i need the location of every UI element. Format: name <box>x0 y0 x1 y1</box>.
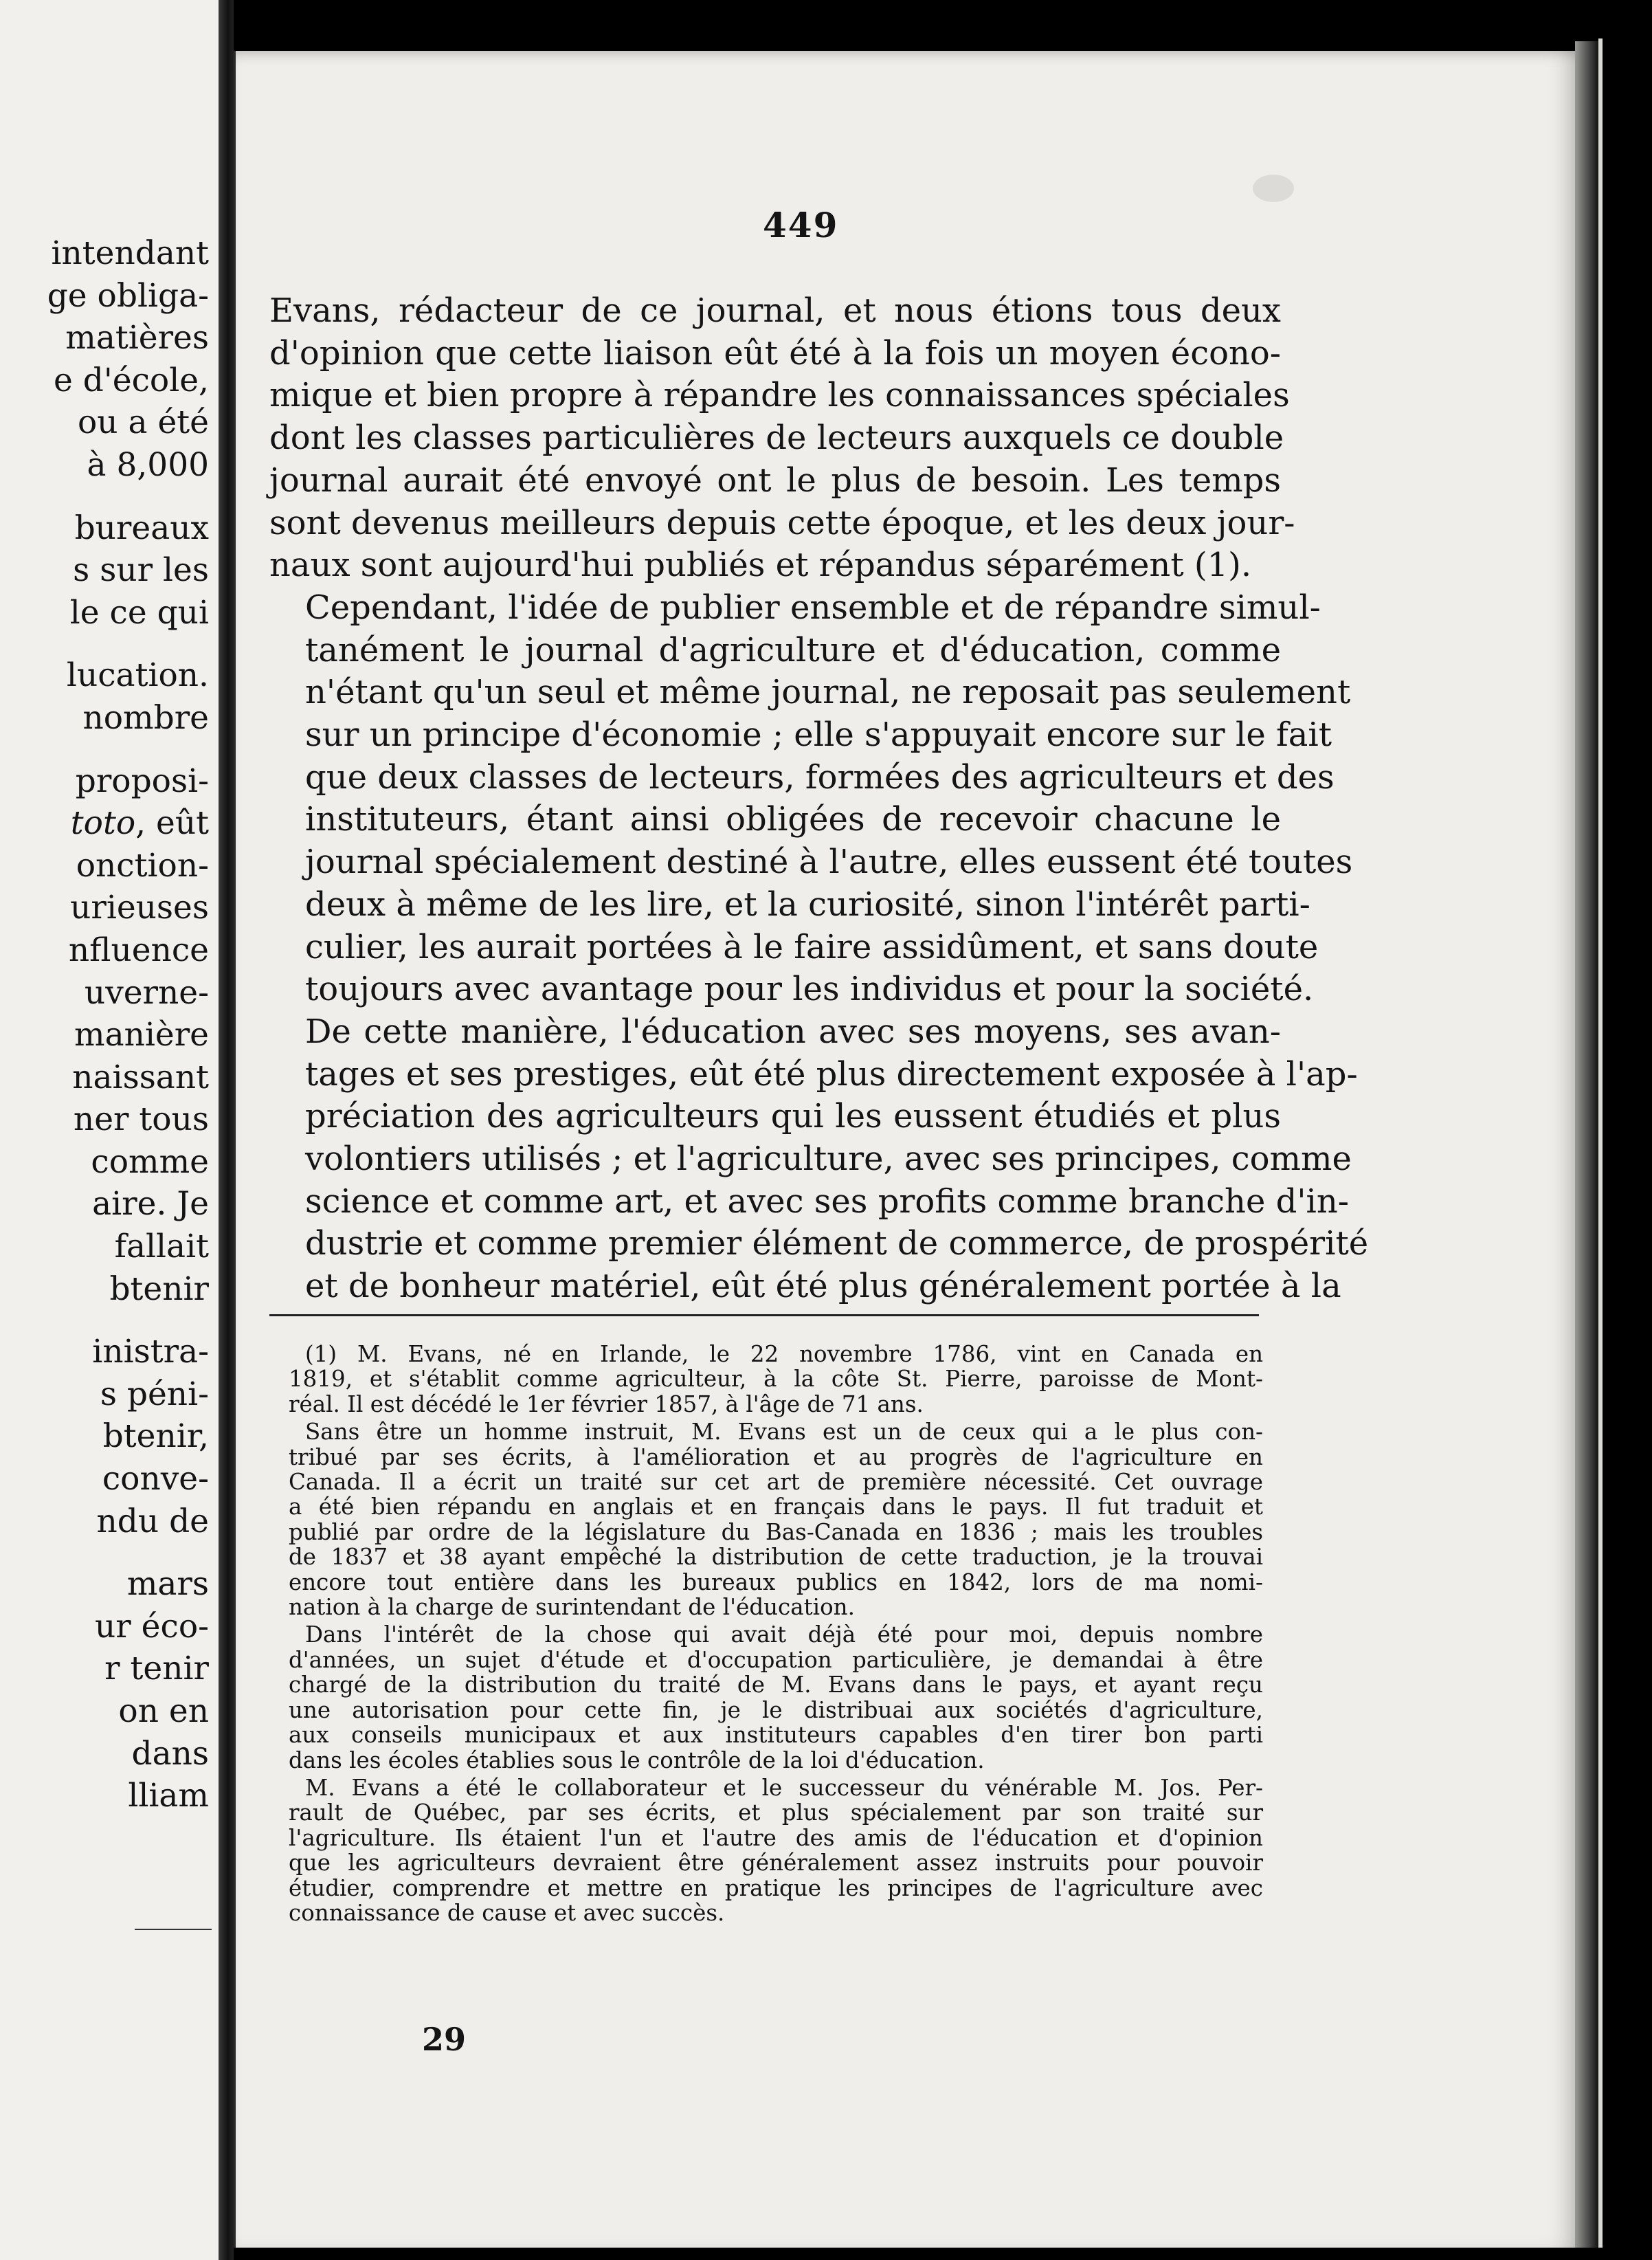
footnote-paragraph <box>289 1622 1263 1772</box>
main-body-text <box>269 290 1369 1308</box>
left-page-line: btenir <box>109 1270 209 1308</box>
footnote-line: une autorisation pour cette fin, je le distribuai aux sociétés d'agriculture, <box>289 1696 1263 1723</box>
footnote-line: dans les écoles établies sous le contrôle de la loi d'éducation. <box>289 1747 985 1773</box>
footnote-line: rault de Québec, par ses écrits, et plus spécialement par son traité sur <box>289 1799 1263 1826</box>
body-line: et de bonheur matériel, eût été plus généralement portée à la <box>305 1267 1341 1306</box>
left-page-line: lucation. <box>66 656 209 695</box>
footnote-line: nation à la charge de surintendant de l'éducation. <box>289 1594 855 1621</box>
footnote-paragraph <box>289 1342 1263 1417</box>
line-gap <box>3 1310 209 1331</box>
footnote-line: réal. Il est décédé le 1er février 1857, à l'âge de 71 ans. <box>289 1391 924 1417</box>
body-line: toujours avec avantage pour les individus et pour la société. <box>305 970 1314 1009</box>
left-page-line: conve- <box>102 1460 209 1498</box>
left-page-line: à 8,000 <box>87 445 209 484</box>
left-page-line: mars <box>126 1565 209 1604</box>
left-page-line: nombre <box>82 698 209 737</box>
line-gap <box>3 634 209 654</box>
left-page-line: ou a été <box>78 403 209 442</box>
page-gutter <box>219 0 234 2260</box>
left-page-line: uverne- <box>84 973 209 1012</box>
body-line: journal aurait été envoyé ont le plus de besoin. Les temps <box>269 461 1281 500</box>
left-page-line: dans <box>131 1734 209 1773</box>
body-line: deux à même de les lire, et la curiosité, sinon l'intérêt parti- <box>305 885 1310 924</box>
left-page-line: btenir, <box>102 1417 209 1456</box>
line-gap <box>3 487 209 507</box>
footnote-line: (1) M. Evans, né en Irlande, le 22 novembre 1786, vint en Canada en <box>305 1341 1263 1367</box>
left-page-line: toto, eût <box>70 804 209 843</box>
body-line: dont les classes particulières de lecteurs auxquels ce double <box>269 419 1284 458</box>
left-footnote-rule <box>135 1929 212 1930</box>
left-page-text <box>3 232 209 1817</box>
footnote-line: M. Evans a été le collaborateur et le successeur du vénérable M. Jos. Per- <box>305 1774 1263 1801</box>
footnote-line: de 1837 et 38 ayant empêché la distribution de cette traduction, je la trouvai <box>289 1544 1263 1571</box>
body-line: instituteurs, étant ainsi obligées de recevoir chacune le <box>305 800 1281 839</box>
body-line: De cette manière, l'éducation avec ses moyens, ses avan- <box>305 1012 1281 1051</box>
footnote-line: publié par ordre de la législature du Bas-Canada en 1836 ; mais les troubles <box>289 1518 1263 1545</box>
footnote-line: encore tout entière dans les bureaux publics en 1842, lors de ma nomi- <box>289 1569 1263 1595</box>
footnote-line: l'agriculture. Ils étaient l'un et l'autre des amis de l'éducation et d'opinion <box>289 1824 1263 1851</box>
line-gap <box>3 1542 209 1563</box>
body-line: préciation des agriculteurs qui les eussent étudiés et plus <box>305 1097 1281 1136</box>
footnote-line: d'années, un sujet d'étude et d'occupation particulière, je demandai à être <box>289 1646 1263 1673</box>
left-page-line: le ce qui <box>69 593 209 632</box>
body-line: volontiers utilisés ; et l'agriculture, avec ses principes, comme <box>305 1140 1352 1179</box>
footnote-paragraph <box>289 1419 1263 1619</box>
left-page-line: aire. Je <box>92 1185 209 1223</box>
paper-stain <box>1253 175 1294 202</box>
left-page-line: on en <box>118 1692 209 1730</box>
footnote-line: Sans être un homme instruit, M. Evans est un de ceux qui a le plus con- <box>305 1419 1263 1445</box>
body-paragraph <box>269 290 1295 587</box>
left-page-line: comme <box>91 1142 209 1181</box>
body-line: que deux classes de lecteurs, formées des agriculteurs et des <box>305 757 1335 797</box>
footnote-line: chargé de la distribution du traité de M. Evans dans le pays, et ayant reçu <box>289 1672 1263 1698</box>
footnote-line: Dans l'intérêt de la chose qui avait déjà été pour moi, depuis nombre <box>305 1621 1263 1648</box>
left-page-line: intendant <box>51 234 209 272</box>
body-line: sont devenus meilleurs depuis cette époque, et les deux jour- <box>269 503 1295 542</box>
left-page-line: e d'école, <box>54 361 209 399</box>
left-page-line: ner tous <box>73 1100 209 1139</box>
left-page-line: bureaux <box>74 509 209 547</box>
body-line: culier, les aurait portées à le faire assidûment, et sans doute <box>305 927 1319 966</box>
body-line: Cependant, l'idée de publier ensemble et de répandre simul- <box>305 588 1321 627</box>
left-page-line: proposi- <box>75 762 209 800</box>
left-page-line: ge obliga- <box>47 276 209 315</box>
footnote-line: étudier, comprendre et mettre en pratique les principes de l'agriculture avec <box>289 1874 1263 1901</box>
left-page-fragment <box>0 0 219 2260</box>
body-line: n'étant qu'un seul et même journal, ne reposait pas seulement <box>305 673 1351 712</box>
left-page-line: r tenir <box>104 1650 209 1688</box>
footnote-line: Canada. Il a écrit un traité sur cet art de première nécessité. Cet ouvrage <box>289 1469 1263 1496</box>
body-line: Evans, rédacteur de ce journal, et nous étions tous deux <box>269 291 1281 330</box>
left-page-line: s péni- <box>100 1375 209 1413</box>
footnote-line: aux conseils municipaux et aux instituteurs capables d'en tirer bon parti <box>289 1722 1263 1749</box>
body-paragraph <box>269 1011 1369 1308</box>
left-page-line: naissant <box>72 1058 209 1096</box>
body-paragraph <box>269 587 1353 1011</box>
body-line: naux sont aujourd'hui publiés et répandus séparément (1). <box>269 546 1252 585</box>
body-line: mique et bien propre à répandre les connaissances spéciales <box>269 376 1290 415</box>
footnote-separator <box>269 1314 1259 1316</box>
footnote-line: que les agriculteurs devraient être généralement assez instruits pour pouvoir <box>289 1850 1263 1876</box>
left-page-line: s sur les <box>73 551 209 590</box>
footnotes <box>289 1342 1263 1928</box>
line-gap <box>3 740 209 760</box>
left-page-line: ur éco- <box>95 1607 209 1646</box>
footnote-line: a été bien répandu en anglais et en français dans le pays. Il fut traduit et <box>289 1494 1263 1520</box>
body-line: sur un principe d'économie ; elle s'appuyait encore sur le fait <box>305 716 1332 755</box>
page-edge <box>1598 38 1603 2248</box>
footnote-line: connaissance de cause et avec succès. <box>289 1899 725 1926</box>
page-number: 449 <box>763 205 839 245</box>
body-line: journal spécialement destiné à l'autre, elles eussent été toutes <box>305 843 1353 882</box>
body-line: tages et ses prestiges, eût été plus directement exposée à l'ap- <box>305 1054 1358 1094</box>
footnote-paragraph <box>289 1775 1263 1925</box>
left-page-line: urieuses <box>70 889 209 927</box>
footnote-line: tribué par ses écrits, à l'amélioration et au progrès de l'agriculture en <box>289 1443 1263 1470</box>
body-line: science et comme art, et avec ses profits comme branche d'in- <box>305 1182 1350 1221</box>
left-page-line: matières <box>65 319 209 357</box>
left-page-line: inistra- <box>92 1333 209 1371</box>
left-page-line: onction- <box>76 846 209 885</box>
left-page-line: manière <box>74 1016 209 1054</box>
left-page-line: ndu de <box>96 1502 209 1540</box>
left-page-line: nfluence <box>68 931 209 969</box>
footnote-line: 1819, et s'établit comme agriculteur, à la côte St. Pierre, paroisse de Mont- <box>289 1366 1263 1393</box>
body-line: dustrie et comme premier élément de commerce, de prospérité <box>305 1224 1369 1263</box>
body-line: d'opinion que cette liaison eût été à la fois un moyen écono- <box>269 333 1281 373</box>
printer-signature-mark: 29 <box>422 2021 467 2058</box>
left-page-line: lliam <box>128 1777 209 1815</box>
left-page-line: fallait <box>114 1228 209 1266</box>
body-line: tanément le journal d'agriculture et d'éducation, comme <box>305 630 1281 669</box>
